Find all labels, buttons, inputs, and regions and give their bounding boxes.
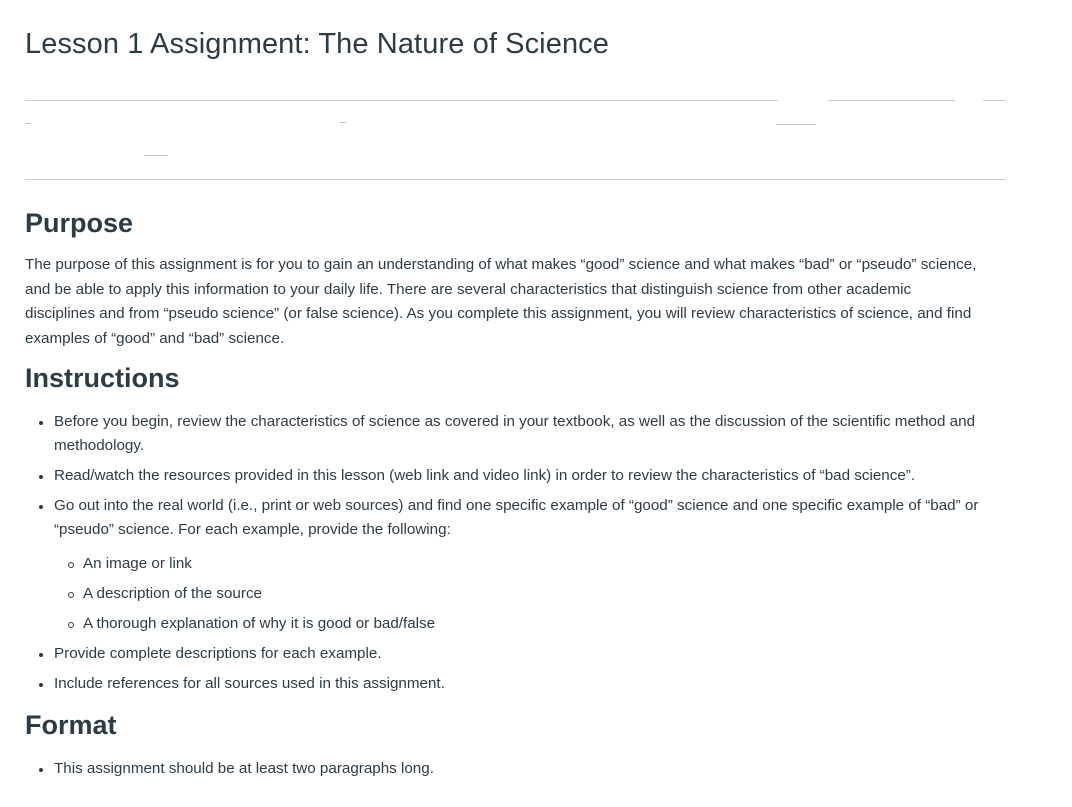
page-title: Lesson 1 Assignment: The Nature of Science <box>25 28 610 60</box>
format-list <box>25 757 985 781</box>
list-item-with-subitems <box>54 494 985 636</box>
instructions-list <box>25 410 985 696</box>
header-divider <box>25 100 1005 101</box>
details-divider <box>25 179 1005 180</box>
list-item: Include references for all sources used in this assignment. <box>54 672 985 696</box>
sub-list-item: A thorough explanation of why it is good or bad/false <box>83 612 985 636</box>
purpose-text: The purpose of this assignment is for you to gain an understanding of what makes “good” science and what makes “bad” or “pseudo” science, and be able to apply this information to your daily life. There are several characteristics that distinguish science from other academic disciplines and from “pseudo science” (or false science). As you complete this assignment, you will review characteristics of science, and find examples of “good” and “bad” science. <box>25 256 977 347</box>
list-item-text: Go out into the real world (i.e., print or web sources) and find one specific example of “good” science and one specific example of “bad” or “pseudo” science. For each example, provide the following: <box>54 497 979 539</box>
sub-list-item: A description of the source <box>83 582 985 606</box>
instructions-heading: Instructions <box>25 363 180 394</box>
purpose-heading: Purpose <box>25 208 134 238</box>
sub-list <box>54 552 985 636</box>
list-item: Provide complete descriptions for each example. <box>54 642 985 666</box>
assignment-description <box>25 208 985 787</box>
format-heading: Format <box>25 710 117 741</box>
sub-list-item: An image or link <box>83 552 985 576</box>
list-item: Read/watch the resources provided in this lesson (web link and video link) in order to review the characteristics of “bad science”. <box>54 464 985 488</box>
list-item: This assignment should be at least two paragraphs long. <box>54 757 985 781</box>
list-item: Before you begin, review the characteristics of science as covered in your textbook, as well as the discussion of the scientific method and methodology. <box>54 410 985 458</box>
